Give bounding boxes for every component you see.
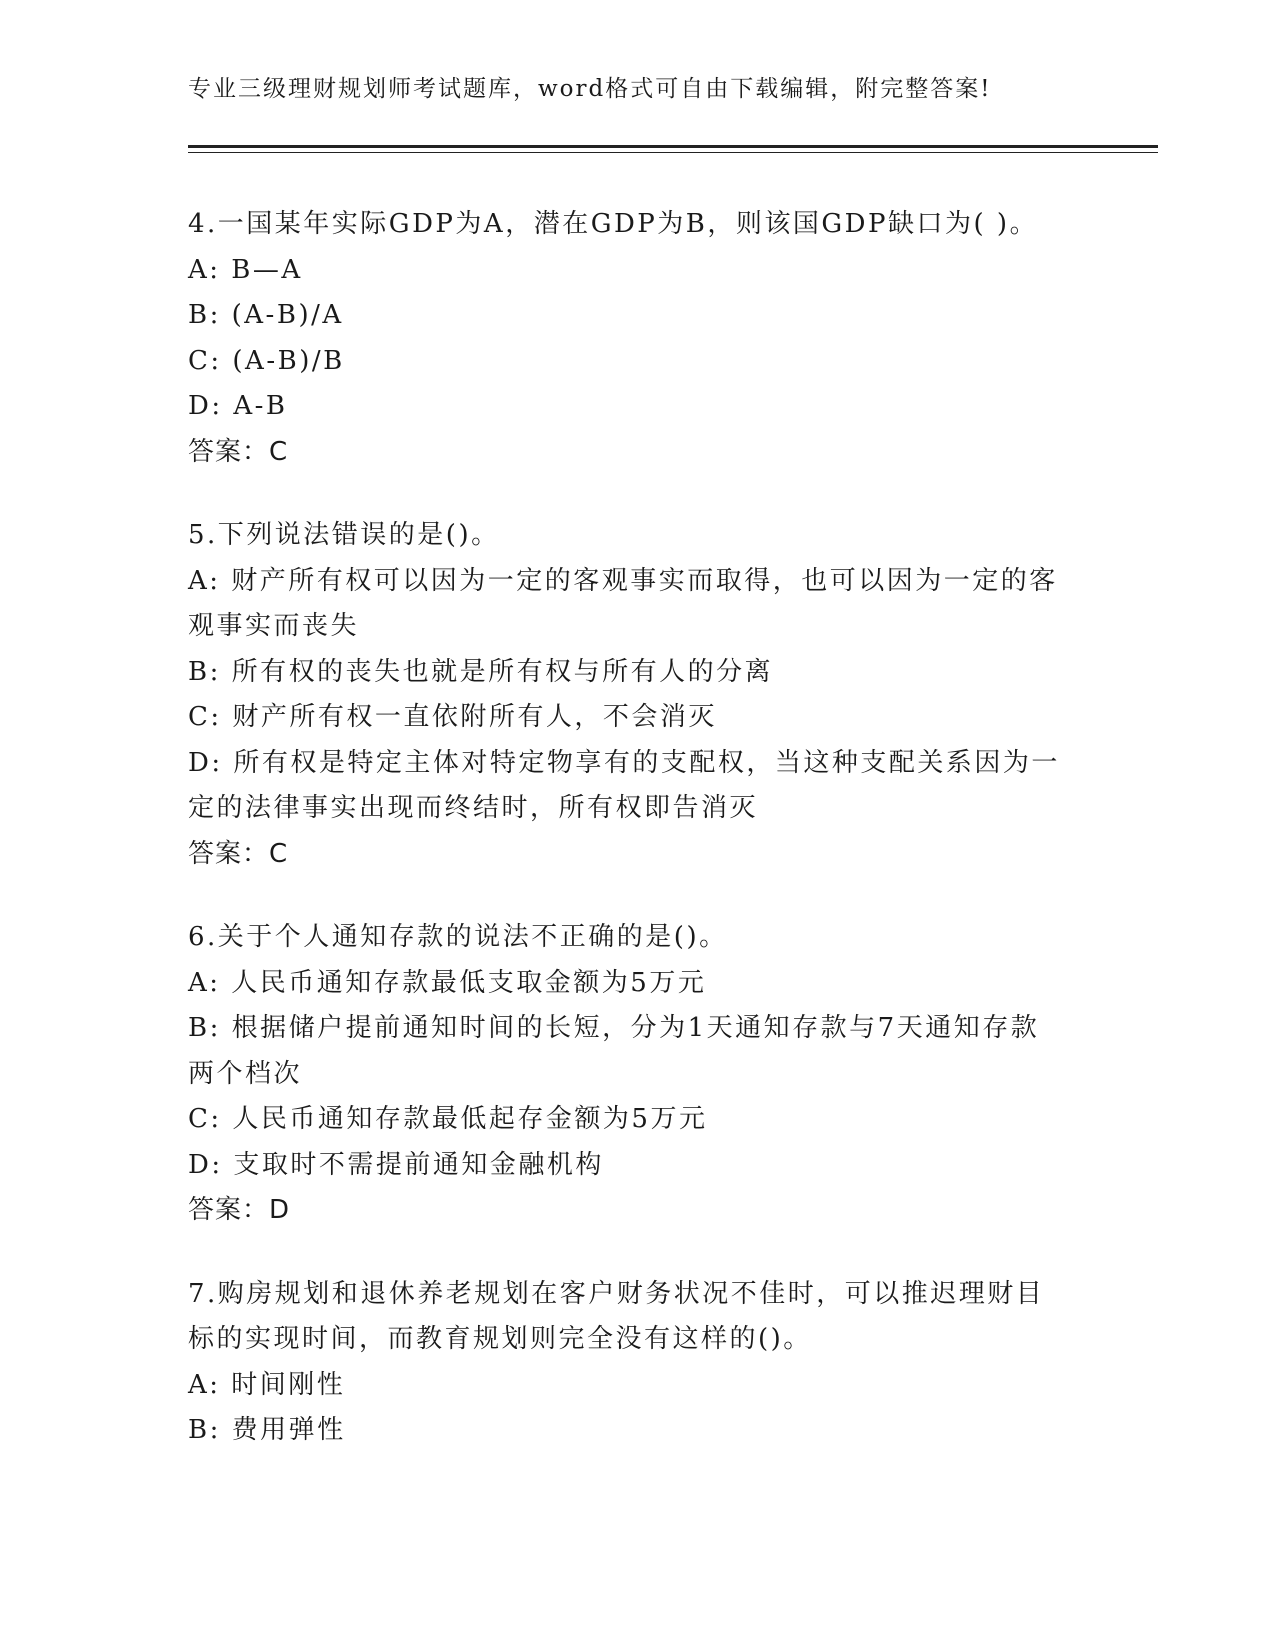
question-6	[188, 915, 1088, 1234]
option-c: C: 人民币通知存款最低起存金额为5万元	[188, 1104, 708, 1134]
option-b: B: 所有权的丧失也就是所有权与所有人的分离	[188, 656, 774, 687]
option-b: B: 费用弹性	[188, 1415, 346, 1445]
question-stem: 7.购房规划和退休养老规划在客户财务状况不佳时，可以推迟理财目	[188, 1278, 1045, 1309]
question-stem: 4.一国某年实际GDP为A，潜在GDP为B，则该国GDP缺口为( )。	[188, 209, 1039, 239]
question-7	[188, 1272, 1088, 1454]
page-header: 专业三级理财规划师考试题库，word格式可自由下载编辑，附完整答案!	[188, 76, 992, 102]
question-stem: 6.关于个人通知存款的说法不正确的是()。	[188, 922, 728, 952]
option-d: D: 支取时不需提前通知金融机构	[188, 1149, 604, 1180]
option-d: D: 所有权是特定主体对特定物享有的支配权，当这种支配关系因为一	[188, 747, 1060, 778]
question-5	[188, 513, 1088, 877]
question-stem-continued: 标的实现时间，而教育规划则完全没有这样的()。	[188, 1324, 812, 1354]
option-b-continued: 两个档次	[188, 1058, 303, 1089]
option-a: A: 财产所有权可以因为一定的客观事实而取得，也可以因为一定的客	[188, 565, 1058, 596]
answer-label: 答案：D	[188, 1195, 291, 1225]
question-list	[188, 202, 1088, 1492]
option-a-continued: 观事实而丧失	[188, 611, 360, 641]
option-c: C: (A-B)/B	[188, 345, 345, 376]
header-divider	[188, 145, 1158, 153]
option-a: A: 人民币通知存款最低支取金额为5万元	[188, 967, 707, 998]
option-a: A: B—A	[188, 254, 303, 285]
option-d-continued: 定的法律事实出现而终结时，所有权即告消灭	[188, 793, 759, 823]
option-d: D: A-B	[188, 391, 288, 421]
option-a: A: 时间刚性	[188, 1369, 346, 1400]
answer-label: 答案：C	[188, 436, 289, 467]
option-b: B: 根据储户提前通知时间的长短，分为1天通知存款与7天通知存款	[188, 1013, 1040, 1043]
option-c: C: 财产所有权一直依附所有人，不会消灭	[188, 702, 717, 732]
question-4	[188, 202, 1088, 475]
question-stem: 5.下列说法错误的是()。	[188, 520, 500, 550]
answer-label: 答案：C	[188, 838, 289, 869]
option-b: B: (A-B)/A	[188, 300, 344, 330]
